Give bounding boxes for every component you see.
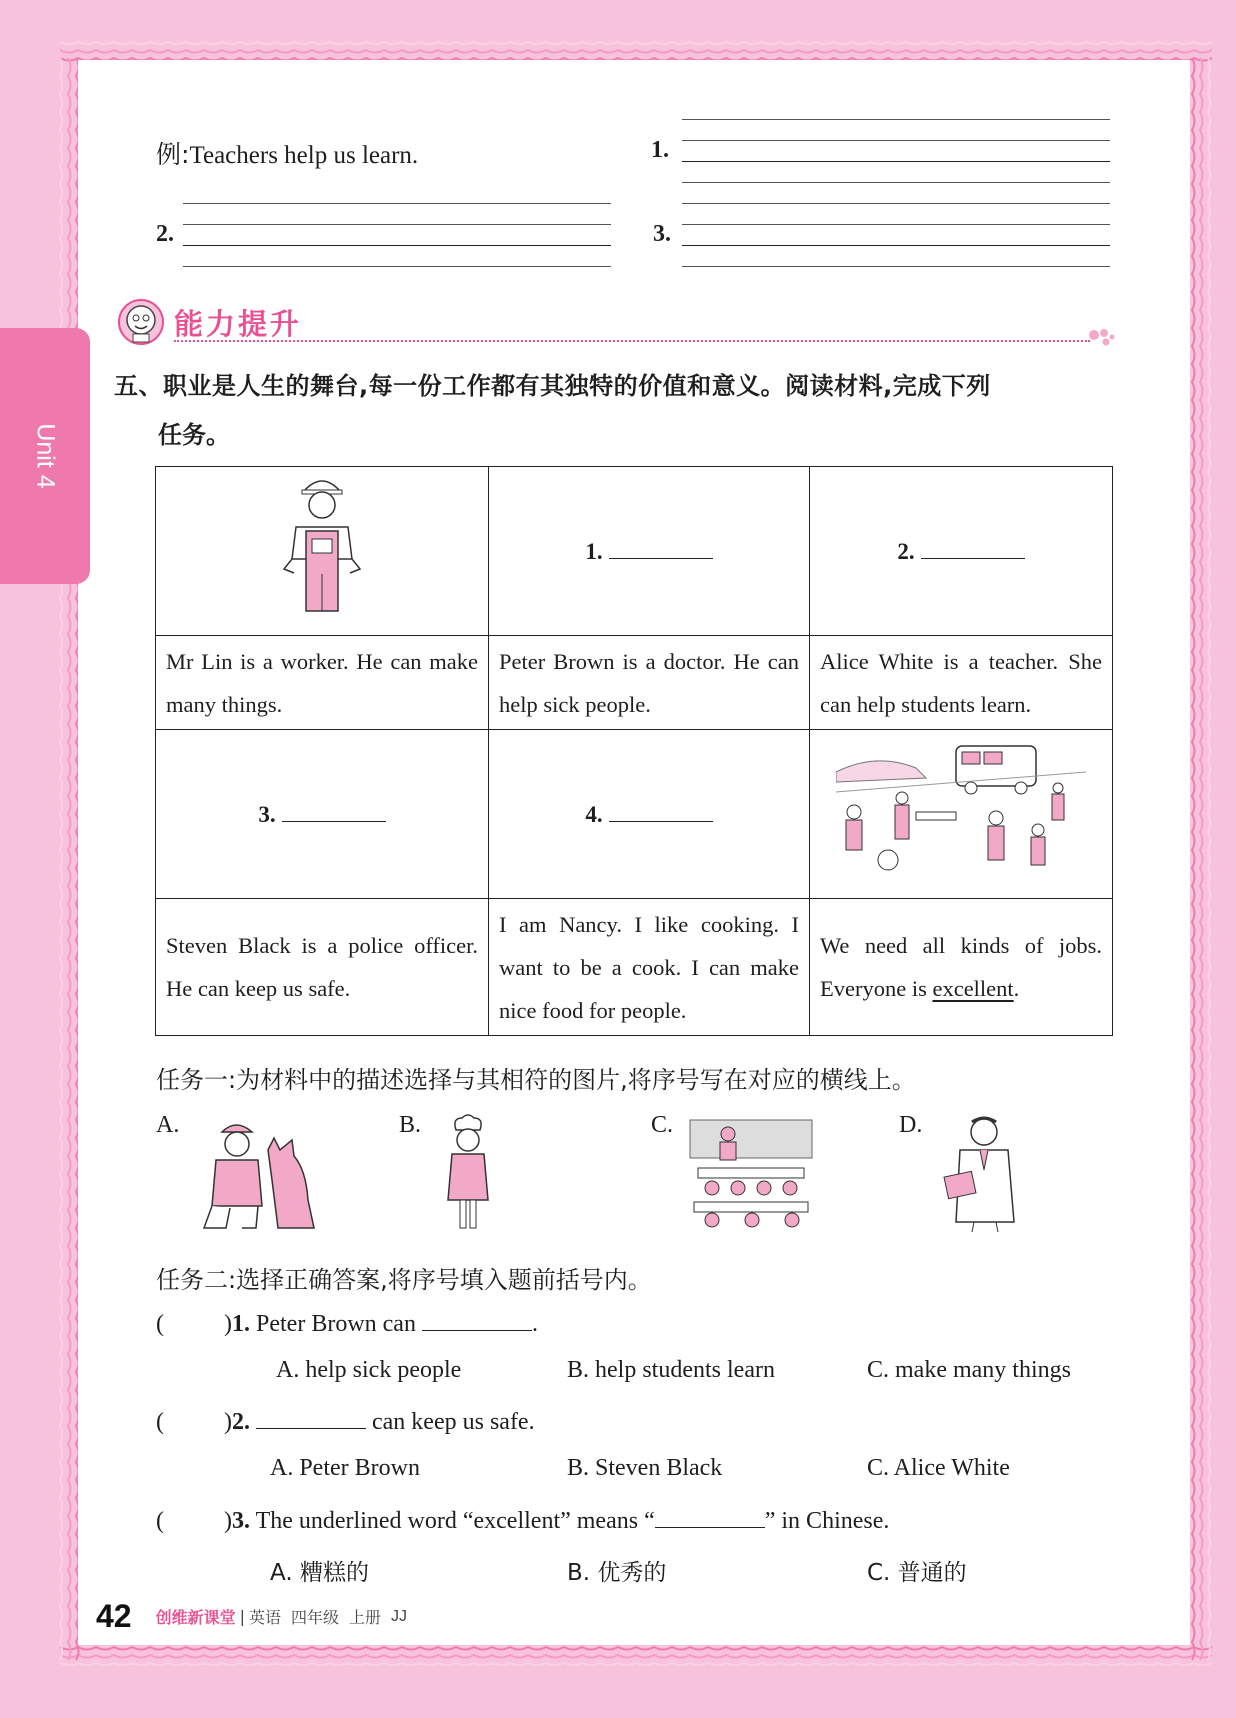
option-d-label: D.	[899, 1112, 923, 1138]
page-number: 42	[96, 1598, 132, 1634]
mascot-icon	[114, 298, 168, 348]
wavy-border-line	[60, 1663, 1212, 1665]
q1-option-b[interactable]: B. help students learn	[567, 1357, 775, 1383]
doctor-description: Peter Brown is a doctor. He can help sick people.	[489, 636, 810, 730]
brand-name: 创维新课堂	[155, 1608, 236, 1627]
task-1-title: 任务一:为材料中的描述选择与其相符的图片,将序号写在对应的横线上。	[156, 1066, 916, 1094]
wavy-border-line	[60, 1647, 1212, 1650]
blank-2-line[interactable]	[921, 536, 1025, 559]
answer-3-label: 3.	[653, 221, 671, 247]
doctor-illustration[interactable]	[942, 1114, 1024, 1234]
blank-1-line[interactable]	[609, 536, 713, 559]
question-5-prompt-line2: 任务。	[158, 421, 230, 449]
question-5-prompt: 五、职业是人生的舞台,每一份工作都有其独特的价值和意义。阅读材料,完成下列	[114, 372, 991, 400]
task-2-question-2: ( )2. can keep us safe.	[156, 1406, 535, 1436]
blank-2-label: 2.	[897, 538, 915, 564]
reading-material-table	[155, 466, 1113, 1036]
task-2-title: 任务二:选择正确答案,将序号填入题前括号内。	[156, 1266, 652, 1294]
wavy-border-line	[60, 1655, 1212, 1658]
option-a-label: A.	[156, 1112, 180, 1138]
unit-tab-label: Unit 4	[31, 423, 60, 489]
underlined-word-excellent: excellent	[932, 976, 1014, 1001]
blank-4-line[interactable]	[609, 799, 713, 822]
option-b-label: B.	[399, 1112, 422, 1138]
worker-illustration	[272, 469, 372, 619]
example-sentence: 例:Teachers help us learn.	[156, 140, 419, 169]
q2-option-c[interactable]: C. Alice White	[867, 1455, 1010, 1481]
community-image-cell	[810, 730, 1113, 899]
police-blank-cell[interactable]	[156, 730, 489, 899]
wavy-border-line	[1192, 58, 1195, 1660]
wavy-border-line	[1200, 58, 1203, 1660]
example-text: Teachers help us learn.	[189, 142, 419, 169]
q1-blank	[422, 1308, 532, 1331]
blank-1-label: 1.	[585, 538, 603, 564]
wavy-border-line	[68, 58, 71, 1660]
jobs-description: We need all kinds of jobs. Everyone is excellent.	[810, 899, 1113, 1036]
footer-term: 上册	[349, 1608, 382, 1627]
q2-option-b[interactable]: B. Steven Black	[567, 1455, 723, 1481]
q3-option-c[interactable]: C. 普通的	[867, 1560, 967, 1586]
cook-description: I am Nancy. I like cooking. I want to be a cook. I can make nice food for people.	[489, 899, 810, 1036]
worker-image-cell	[156, 467, 489, 636]
answer-1-label: 1.	[651, 137, 669, 163]
section-divider	[174, 340, 1090, 342]
wavy-border-line	[60, 58, 62, 1660]
q3-option-b[interactable]: B. 优秀的	[567, 1560, 667, 1586]
blank-3-line[interactable]	[282, 799, 386, 822]
wavy-border-line	[1208, 58, 1210, 1660]
teacher-blank-cell[interactable]	[810, 467, 1113, 636]
blank-4-label: 4.	[585, 801, 603, 827]
wavy-border-line	[60, 50, 1212, 53]
footer-grade: 四年级	[291, 1608, 340, 1627]
flower-dots-icon	[1086, 325, 1116, 347]
police-officer-dog-illustration[interactable]	[196, 1110, 332, 1234]
wavy-border-line	[60, 42, 1212, 44]
q1-option-c[interactable]: C. make many things	[867, 1357, 1071, 1383]
answer-2-label: 2.	[156, 221, 174, 247]
q2-blank	[256, 1406, 366, 1429]
police-description: Steven Black is a police officer. He can keep us safe.	[156, 899, 489, 1036]
question-5-number: 五、	[114, 372, 163, 400]
worker-description: Mr Lin is a worker. He can make many things.	[156, 636, 489, 730]
cook-girl-illustration[interactable]	[438, 1114, 498, 1236]
doctor-blank-cell[interactable]	[489, 467, 810, 636]
task-2-question-1: ( )1. Peter Brown can .	[156, 1308, 538, 1338]
classroom-teacher-illustration[interactable]	[688, 1118, 814, 1230]
community-workers-illustration	[836, 732, 1086, 882]
footer-subject: 英语	[249, 1608, 282, 1627]
q3-option-a[interactable]: A. 糟糕的	[270, 1560, 369, 1586]
task-2-question-3: ( )3. The underlined word “excellent” means “ ” in Chinese.	[156, 1505, 889, 1535]
option-c-label: C.	[651, 1112, 674, 1138]
unit-tab[interactable]	[0, 328, 90, 584]
section-title: 能力提升	[174, 307, 303, 341]
teacher-description: Alice White is a teacher. She can help students learn.	[810, 636, 1113, 730]
q1-option-a[interactable]: A. help sick people	[276, 1357, 462, 1383]
page-footer: 42 创维新课堂 | 英语 四年级 上册 JJ	[96, 1598, 408, 1634]
q2-option-a[interactable]: A. Peter Brown	[270, 1455, 420, 1481]
q3-blank	[655, 1505, 765, 1528]
blank-3-label: 3.	[258, 801, 276, 827]
example-prefix: 例	[156, 140, 182, 169]
cook-blank-cell[interactable]	[489, 730, 810, 899]
footer-edition: JJ	[391, 1607, 408, 1625]
